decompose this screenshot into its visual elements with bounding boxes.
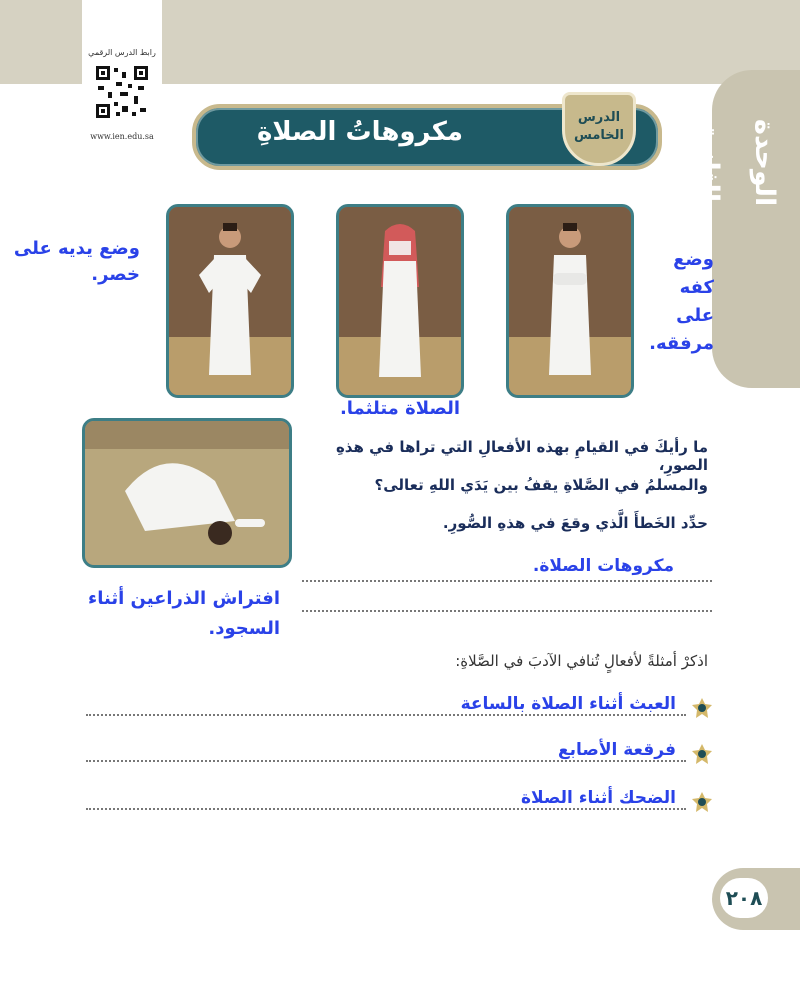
bullet-2-icon xyxy=(692,744,712,764)
exercise-answer-3[interactable]: الضحك أثناء الصلاة xyxy=(520,788,676,808)
caption-hands-on-waist: وضع يديه على خصر. xyxy=(13,238,140,285)
bullet-1-icon xyxy=(692,698,712,718)
exercise-answer-1[interactable]: العبث أثناء الصلاة بالساعة xyxy=(460,694,676,714)
exercise-line-3 xyxy=(86,808,686,810)
qr-code-icon[interactable] xyxy=(94,64,150,120)
caption-hand-on-elbow: وضع كفه على مرفقه. xyxy=(649,249,714,354)
question-line-1: ما رأيكَ في القيامِ بهذه الأفعالِ التي تراها في هذهِ الصورِ، xyxy=(335,438,708,474)
page-number: ٢٠٨ xyxy=(720,878,768,918)
photo-hand-on-elbow xyxy=(506,204,634,398)
question-line-3: حدِّد الخَطأَ الَّذي وقعَ في هذهِ الصُّورِ. xyxy=(442,514,708,532)
question-answer[interactable]: مكروهات الصلاة. xyxy=(532,556,674,576)
answer-line-1 xyxy=(302,580,712,582)
photo-hands-on-waist xyxy=(166,204,294,398)
lesson-number-badge xyxy=(562,92,636,166)
caption-prostration: افتراش الذراعين أثناء السجود. xyxy=(88,588,280,639)
qr-caption: رابط الدرس الرقمي xyxy=(88,48,156,57)
answer-line-2 xyxy=(302,610,712,612)
lesson-badge-line2: الخامس xyxy=(573,128,624,143)
photo-prostration xyxy=(82,418,292,568)
qr-card xyxy=(82,0,162,155)
exercise-prompt: اذكرْ أمثلةً لأفعالٍ تُنافي الآدبَ في الصَّلاةِ: xyxy=(455,652,708,670)
exercise-line-1 xyxy=(86,714,686,716)
photo-face-covered xyxy=(336,204,464,398)
lesson-badge-line1: الدرس xyxy=(577,110,621,125)
qr-url[interactable]: www.ien.edu.sa xyxy=(90,132,154,141)
exercise-answer-2[interactable]: فرقعة الأصابع xyxy=(558,740,676,760)
lesson-title: مكروهاتُ الصلاةِ xyxy=(257,117,463,147)
question-line-2: والمسلمُ في الصَّلاةِ يقفُ بين يَدَي اللهِ تعالى؟ xyxy=(374,476,708,494)
caption-face-covered: الصلاة متلثما. xyxy=(339,398,461,419)
unit-title: الوحدة الثانية xyxy=(693,119,780,207)
bullet-3-icon xyxy=(692,792,712,812)
exercise-line-2 xyxy=(86,760,686,762)
